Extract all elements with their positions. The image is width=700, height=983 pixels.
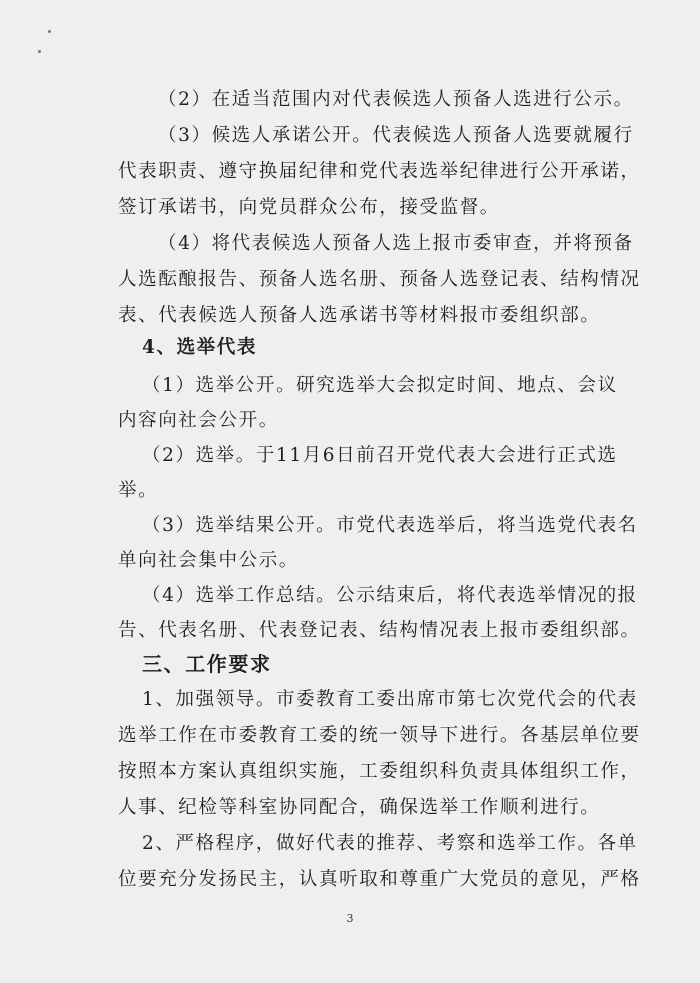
text-line: （4）选举工作总结。公示结束后，将代表选举情况的报 xyxy=(142,585,638,606)
scan-speck xyxy=(38,50,41,53)
text-line: 1、加强领导。市委教育工委出席市第七次党代会的代表 xyxy=(142,689,638,710)
text-line: 人选酝酿报告、预备人选名册、预备人选登记表、结构情况 xyxy=(118,269,641,290)
text-line: （4）将代表候选人预备人选上报市委审查，并将预备 xyxy=(158,233,634,254)
text-line: 举。 xyxy=(118,480,159,501)
text-line: （3）选举结果公开。市党代表选举后，将当选党代表名 xyxy=(142,515,638,536)
text-line: 位要充分发扬民主，认真听取和尊重广大党员的意见，严格 xyxy=(118,869,641,890)
text-line: 告、代表名册、代表登记表、结构情况表上报市委组织部。 xyxy=(118,620,641,641)
scan-speck xyxy=(48,30,51,33)
text-line: 表、代表候选人预备人选承诺书等材料报市委组织部。 xyxy=(118,305,601,326)
text-line: 人事、纪检等科室协同配合，确保选举工作顺利进行。 xyxy=(118,797,601,818)
text-line: 签订承诺书，向党员群众公布，接受监督。 xyxy=(118,197,500,218)
text-line: 选举工作在市委教育工委的统一领导下进行。各基层单位要 xyxy=(118,725,641,746)
text-line: （3）候选人承诺公开。代表候选人预备人选要就履行 xyxy=(158,125,634,146)
section-heading: 三、工作要求 xyxy=(142,652,272,676)
text-line: 单向社会集中公示。 xyxy=(118,550,299,571)
text-line: 代表职责、遵守换届纪律和党代表选举纪律进行公开承诺， xyxy=(118,161,641,182)
text-line: 内容向社会公开。 xyxy=(118,410,279,431)
section-heading: 4、选举代表 xyxy=(142,337,257,358)
text-line: 2、严格程序，做好代表的推荐、考察和选举工作。各单 xyxy=(142,833,638,854)
page-number: 3 xyxy=(346,912,354,925)
text-line: 按照本方案认真组织实施，工委组织科负责具体组织工作， xyxy=(118,761,641,782)
text-line: （1）选举公开。研究选举大会拟定时间、地点、会议 xyxy=(142,375,618,396)
text-line: （2）在适当范围内对代表候选人预备人选进行公示。 xyxy=(158,89,634,110)
text-line: （2）选举。于11月6日前召开党代表大会进行正式选 xyxy=(142,445,618,466)
